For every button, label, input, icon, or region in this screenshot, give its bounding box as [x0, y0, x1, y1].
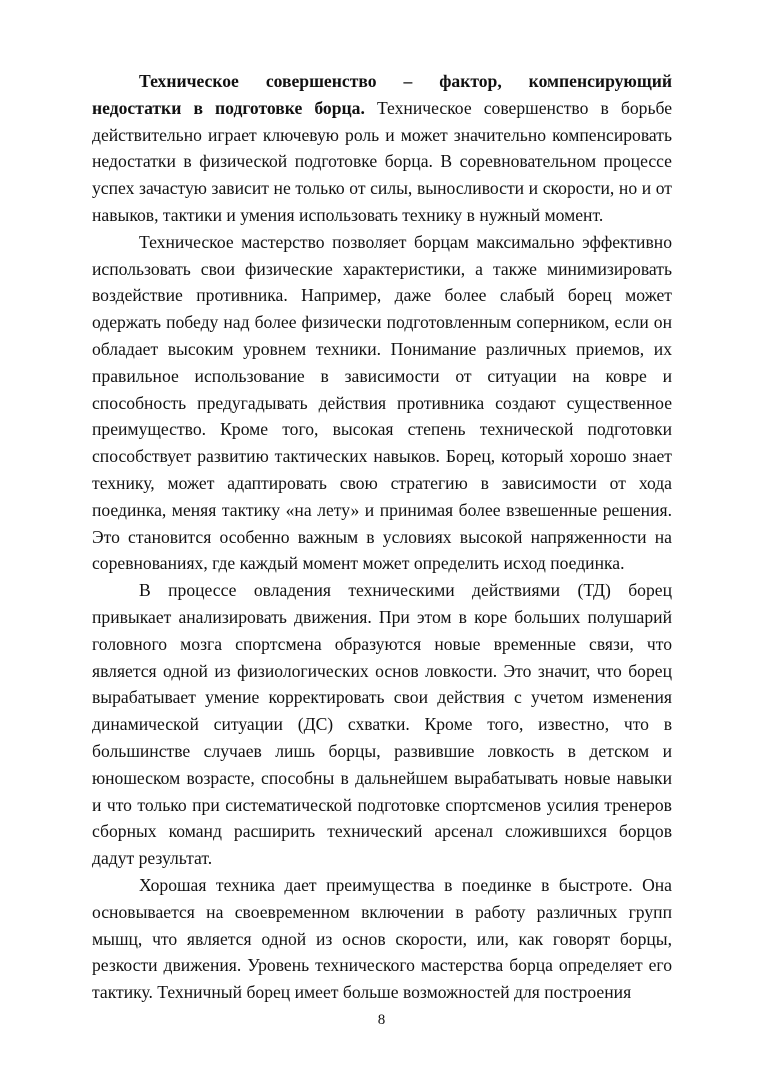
paragraph-3: В процессе овладения техническими действиями (ТД) борец привыкает анализировать движения. При этом в коре больших полушарий головного мозга спортсмена образуются новые временные связи, что является одной из физиологических основ ловкости. Это значит, что борец вырабатывает умение корректировать свои действия с учетом изменения динамической ситуации (ДС) схватки. Кроме того, известно, что в большинстве случаев лишь борцы, развившие ловкость в детском и юношеском возрасте, способны в дальнейшем вырабатывать новые навыки и что только при систематической подготовке спортсменов усилия тренеров сборных команд расширить технический арсенал сложившихся борцов дадут результат.	[92, 580, 672, 869]
paragraph-1-text: Техническое совершенство в борьбе действительно играет ключевую роль и может значительно компенсировать недостатки в физической подготовке борца. В соревновательном процессе успех зачастую зависит не только от силы, выносливости и скорости, но и от навыков, тактики и умения использовать технику в нужный момент.	[92, 97, 673, 225]
page-number: 8	[377, 1012, 386, 1028]
paragraph-4: Хорошая техника дает преимущества в поединке в быстроте. Она основывается на своевременном включении в работу различных групп мышц, что является одной из основ скорости, или, как говорят борцы, резкости движения. Уровень технического мастерства борца определяет его тактику. Техничный борец имеет больше возможностей для построения	[92, 874, 672, 1003]
paragraph-1	[92, 68, 672, 229]
paragraph-1-bold-lead: Техническое совершенство – фактор, компенсирующий недостатки в подготовке борца.	[92, 71, 672, 118]
paragraph-2: Техническое мастерство позволяет борцам максимально эффективно использовать свои физические характеристики, а также минимизировать воздействие противника. Например, даже более слабый борец может одержать победу над более физически подготовленным соперником, если он обладает высоким уровнем техники. Понимание различных приемов, их правильное использование в зависимости от ситуации на ковре и способность предугадывать действия противника создают существенное преимущество. Кроме того, высокая степень технической подготовки способствует развитию тактических навыков. Борец, который хорошо знает технику, может адаптировать свою стратегию в зависимости от хода поединка, меняя тактику «на лету» и принимая более взвешенные решения. Это становится особенно важным в условиях высокой напряженности на соревнованиях, где каждый момент может определить исход поединка.	[92, 231, 672, 574]
document-body	[92, 68, 672, 1006]
